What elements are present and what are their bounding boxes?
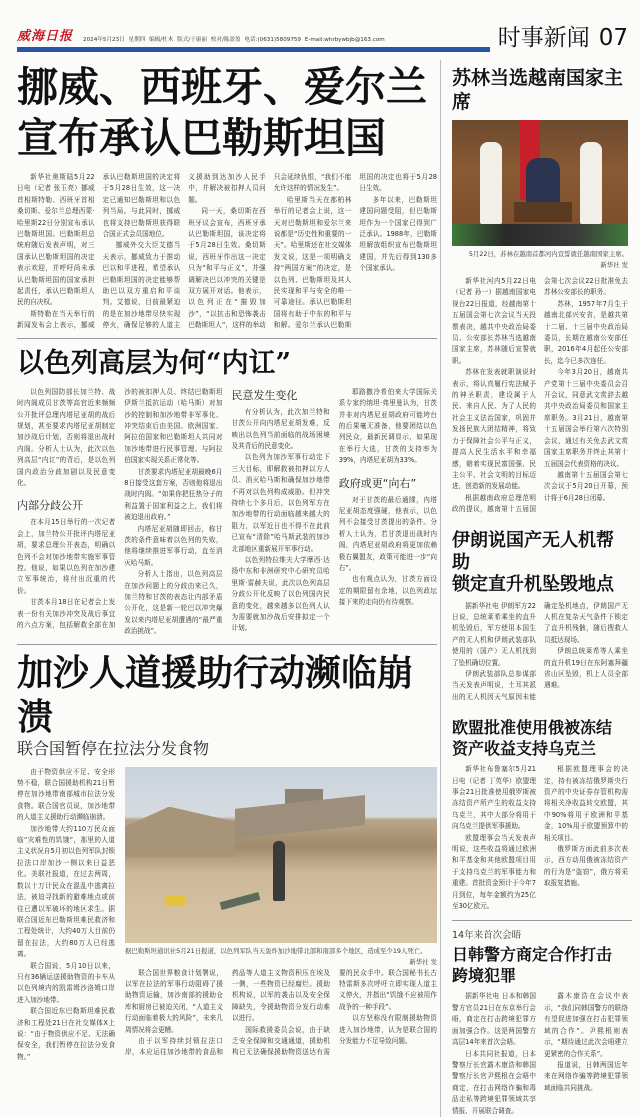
honor-guard-right [580, 142, 602, 224]
headline-line: 跨境犯罪 [452, 966, 517, 986]
masthead-left [17, 25, 490, 52]
honor-guard-left [480, 142, 502, 224]
gaza-right-block [125, 767, 437, 1064]
kicker-japan-korea: 14年来首次会晤 [452, 930, 522, 942]
article-paragraph: 联合国近东巴勒斯坦难民救济和工程处21日在社交媒体X上说：“由于物资供应不足、无法确保安全，我们暂停在拉法分发食物。” [17, 1007, 115, 1061]
article-paragraph: 由于物资供应不足、安全形势不稳，联合国援助机构21日暂停在加沙地带南部城市拉法分发食物。联合国官员说，加沙地带的人道主义援助行动濒临崩溃。 [17, 767, 115, 822]
article-paragraph: 报道说，日韩两国近年来在网络诈骗等跨境犯罪领域面临共同挑战。 [544, 1060, 628, 1092]
masthead-bar [17, 47, 490, 52]
headline-line: 欧盟批准使用俄被冻结 [452, 718, 613, 738]
divider [17, 644, 437, 645]
article-subheading: 民意发生变化 [231, 388, 298, 402]
article-body-israel [17, 387, 437, 638]
audience [452, 224, 628, 246]
article-paragraph: 有分析认为，此次加兰特和甘茨公开向内塔尼亚胡发难，反映出以色列当前面临的战场困境及其背后的民意变化。 [231, 407, 330, 450]
debris [220, 892, 261, 910]
article-paragraph: 以色列国防部长加兰特、战时内阁成员甘茨等高官近来频频公开批评总理内塔尼亚胡的战后规划，甚至要求内塔尼亚胡制定加沙战后计划，否则将退出战时内阁。分析人士认为，此次以色列高层“内讧”的背后，是以色列国内政治分歧加剧以及民意变化。 [17, 387, 116, 487]
vietnam-president-photo [452, 120, 628, 246]
article-paragraph: 对于甘茨的最后通牒，内塔尼亚胡态度强硬，他表示，以色列不会接受甘茨提出的条件。分析人士认为，若甘茨退出战时内阁，内塔尼亚胡政府将更加依赖极右翼盟友，政策可能进一步“向右”。 [338, 495, 437, 572]
headline-line: 挪威、西班牙、爱尔兰 [17, 63, 427, 111]
article-paragraph: 欧盟理事会当天发表声明说，这些收益将通过欧洲和平基金和其他欧盟项目用于支持乌克兰的军事能力和重建。首批资金预计于今年7月到位，每年金额约为25亿至30亿欧元。 [452, 833, 536, 911]
email: E-mail:whrbywbjb@163.com [304, 37, 385, 43]
headline-iran [452, 530, 630, 596]
article-paragraph: 新华社河内5月22日电（记者 孙一）据越南国家电视台22日报道，经越南第十五届国会第七次会议当天投票表决，越共中央政治局委员、公安部长苏林当选越南国家主席，苏林随后宣誓就职。 [452, 277, 536, 365]
headline-vietnam: 苏林当选越南国家主席 [452, 67, 624, 113]
article-paragraph: 根据欧盟理事会的决定，持有被冻结俄罗斯央行资产的中央证券存管机构需将相关净收益转交欧盟，其中90%将用于欧洲和平基金，10%用于欧盟预算中的相关项目。 [544, 765, 628, 842]
main-column [17, 60, 437, 1063]
issue-date: 2024年5月23日 [83, 37, 125, 43]
headline-japan-korea [452, 944, 630, 986]
article-paragraph: 以方坚称没有限制援助物资进入加沙地带，认为是联合国的分发能力不足导致问题。 [339, 1014, 437, 1046]
headline-line: 锁定直升机坠毁地点 [452, 573, 614, 595]
headline-line: 伊朗说国产无人机帮助 [452, 529, 614, 573]
headline-israel: 以色列高层为何“内讧” [17, 347, 292, 379]
issue-info [83, 36, 490, 44]
article-paragraph: 俄罗斯方面此前多次表示，西方动用俄被冻结资产的行为是“盗窃”，俄方将采取报复措施。 [544, 845, 628, 888]
article-paragraph: 分析人士指出，以色列高层在加沙问题上的分歧由来已久，加兰特和甘茨的表态让内部矛盾公开化，这是新一轮巴以冲突爆发以来内塔尼亚胡遭遇的“最严重政治挑战”。 [124, 570, 223, 636]
person-figure [273, 841, 285, 901]
article-paragraph: 伊朗武装部队总参谋部当天发表声明说，土耳其派出的无人机因天气原因未能确定坠机地点，伊朗国产无人机在复杂天气条件下锁定了直升机残骸，随后搜救人员抵达现场。 [452, 601, 628, 701]
page-number: 07 [598, 25, 628, 51]
headline-line: 宣布承认巴勒斯坦国 [17, 114, 386, 162]
article-paragraph: 国际救援委员会说，由于缺乏安全保障和交通通道，援助机构已无法确保援助物资送达有需要的民众手中。联合国秘书长古特雷斯多次呼吁立即实现人道主义停火，并指出“饥饿不应被用作战争的一种手段”。 [232, 968, 437, 1057]
article-paragraph: 伊朗总统莱希等人乘坐的直升机19日在东阿塞拜疆省山区坠毁，机上人员全部遇难。 [544, 647, 628, 690]
gaza-photo-caption [125, 946, 437, 966]
article-paragraph: 也有观点认为，甘茨方面设定的期限留有余地，以色列政坛接下来的走向仍有待观察。 [338, 575, 437, 607]
headline-palestine-recognition [17, 62, 437, 164]
side-column [440, 60, 630, 1117]
article-paragraph: 以色列特拉维夫大学摩西·达扬中东和非洲研究中心研究员哈里斯·雷赫夫说，此次以色列高层分歧公开化反映了以色列国内民意的变化，越来越多以色列人认为需要就加沙战后安排拟定一个计划。 [231, 555, 330, 633]
article-paragraph: 新华社奥斯陆5月22日电（记者 张玉亮）挪威首相斯特勒、西班牙首相桑切斯、爱尔兰总理西蒙·哈里斯22日分别宣布承认巴勒斯坦国。巴勒斯坦总统府随后发表声明，对三国承认巴勒斯坦国的决定表示欢迎，并呼吁尚未承认巴勒斯坦国的国家承担起责任，承认巴勒斯坦人民的自决权。 [17, 173, 95, 307]
article-paragraph: 斯特勒在当天举行的新闻发布会上表示，挪威承认巴勒斯坦国的决定将于5月28日生效，这一决定已通知巴勒斯坦和以色列当局。与此同时，挪威也将支持巴勒斯坦获得联合国正式会员国地位。 [17, 173, 181, 330]
article-paragraph: 苏林，1957年7月生于越南北部兴安省，是越共第十二届、十三届中央政治局委员，长期在越南公安部任职，2016年4月起任公安部长，迄今已多次连任。 [544, 299, 628, 365]
divider [17, 338, 437, 339]
issue-weekday: 星期四 [128, 37, 146, 43]
podium [514, 202, 572, 222]
article-paragraph: 同一天，桑切斯在西班牙议会宣布，西班牙承认巴勒斯坦国，该决定将于5月28日生效。桑切斯说，西班牙作出这一决定只为“和平与正义”，并强调解决巴以冲突的关键是双方展开对话。他表示，以色列正在“摧毁加沙”，“以抗击和恐怖袭击巴勒斯坦人”，这样的举动只会延续仇恨，“我们不能允许这样的情况发生”。 [188, 173, 352, 330]
article-paragraph: 耶路撒冷希伯来大学国际关系专家约纳坦·弗里曼认为，甘茨并非对内塔尼亚胡政府可能垮台的后果毫无准备，他要团结以色列民众，最新民调显示，如果现在举行大选，甘茨的支持率为39%，内塔尼亚胡为33%。 [338, 387, 437, 465]
article-paragraph: 哈里斯当天在都柏林举行的记者会上说，这一天对巴勒斯坦和爱尔兰来说都是“历史性和重要的一天”。哈里斯还在社交媒体发文说，这是一项明确支持“两国方案”的决定，是以色列、巴勒斯坦及其人民实现和平与安全的唯一可靠途径。承认巴勒斯坦国将有助于中东的和平与和解。爱尔兰承认巴勒斯坦国的决定也将于5月28日生效。 [273, 173, 437, 330]
subheadline-gaza: 联合国暂停在拉法分发食物 [17, 738, 210, 758]
gaza-rubble-photo [125, 767, 437, 943]
article-paragraph: 内塔尼亚胡随即回击，称甘茨的条件意味着以色列的失败，他将继续推进军事行动，直至消灭哈马斯。 [124, 524, 223, 567]
article-paragraph: 联合国世界粮食计划署说，以军在拉法的军事行动阻碍了援助物资运输，加沙南部的援助仓库和厨房已被迫关闭，“人道主义行动面临着极大的风险”，未来几周情况将会更糟。 [125, 968, 223, 1034]
article-paragraph: 越南第十五届国会第七次会议于5月20日开幕，预计将于6月28日闭幕。 [544, 470, 628, 502]
layout-editor: 版式/于康丽 [177, 37, 207, 43]
article-paragraph: 苏林在发表就职演说时表示，将认真履行宪法赋予的神圣职责，建设属于人民、来自人民、为了人民的社会主义法治国家，巩固并发扬民族大团结精神，将致力于保障社会公平与正义，提高人民生活水平和幸福感，朝着实现民富国强、民主公平、社会文明的目标迈进，创造新的发展动能。 [452, 368, 536, 491]
masthead [17, 22, 628, 52]
rubble-pile [125, 807, 235, 857]
article-paragraph: 甘茨要求内塔尼亚胡最晚6月8日接受这套方案，否则他将退出战时内阁。“如果你把狂热分子的利益置于国家利益之上，我们将被迫退出政府。” [124, 467, 223, 522]
article-paragraph: 由于以军持续封锁拉法口岸，本应运往加沙地带的食品和药品等人道主义物资积压在埃及一侧，一些物资已经腐烂。援助机构说，以军的袭击以及安全保障缺失，令援助物资分发行动难以进行。 [125, 968, 330, 1057]
article-paragraph: 甘茨本月18日在记者会上发表一份有关加沙冲突及战后事宜的六点方案，包括解救全部在加沙的被扣押人员、终结巴勒斯坦伊斯兰抵抗运动（哈马斯）对加沙的控制和加沙地带非军事化、冲突结束后由美国、欧洲国家、阿拉伯国家和巴勒斯坦人共同对加沙地带进行民事管理、与阿拉伯国家实现关系正常化等。 [17, 387, 223, 629]
proofreader: 校对/陈盈盈 [210, 37, 241, 43]
section-title [498, 24, 628, 52]
article-body-vietnam [452, 276, 628, 516]
article-paragraph: 联合国说，5月10日以来，只有36辆运送援助物资的卡车从以色列境内的凯雷姆沙洛姆口岸进入加沙地带。 [17, 961, 115, 1004]
article-paragraph: 新华社布鲁塞尔5月21日电（记者 丁英华）欧盟理事会21日批准使用俄罗斯被冻结资产所产生的收益支持乌克兰，其中大部分将用于向乌克兰提供军事援助。 [452, 765, 536, 831]
caption-text: 5月22日，苏林在越南首都河内宣誓就任越南国家主席。 [468, 250, 628, 258]
president-figure [526, 158, 560, 202]
article-paragraph: 今年3月20日，越南共产党第十三届中央委员会召开会议，同意武文赏辞去越共中央政治局委员和国家主席职务。3月21日，越南第十五届国会举行第六次特别会议，通过有关免去武文赏国家主席职务并终止其第十五届国会代表资格的决议。 [544, 368, 628, 468]
editor: 编辑/杜木 [149, 37, 174, 43]
phone: 电话:(0631)5809759 [244, 37, 301, 43]
headline-line: 资产收益支持乌克兰 [452, 739, 597, 759]
article-gaza [17, 767, 437, 1064]
section-name: 时事新闻 [497, 25, 590, 51]
article-subheading: 内部分歧公开 [17, 499, 83, 513]
debris [165, 895, 185, 905]
article-body-iran [452, 601, 628, 704]
caption-text: 据巴勒斯坦通讯社5月21日报道，以色列军队当天轰炸加沙地带北部和南部多个地区，造成至少19人死亡。 [125, 946, 427, 955]
article-paragraph: 据新华社电 日本和韩国警方官员21日在东京举行会晤，商定在打击跨境犯罪方面加强合作。这是两国警方高层14年来首次会晤。 [452, 992, 536, 1047]
article-paragraph: 露木康浩在会议中表示，“我们同韩国警方的联络有望促进加强在打击犯罪领域的合作”。尹熙根则表示，“期待通过此次会晤建立更紧密的合作关系”。 [544, 992, 628, 1058]
article-paragraph: 日本共同社报道，日本警察厅长官露木康浩和韩国警察厅长官尹熙根在会晤中商定，在打击网络诈骗和毒品走私等跨境犯罪领域共享情报、开展联合调查。 [452, 1049, 536, 1115]
headline-gaza: 加沙人道援助行动濒临崩溃 [17, 651, 414, 738]
article-body-eu [452, 764, 628, 912]
masthead-top-row [17, 25, 490, 44]
headline-eu [452, 717, 630, 759]
gaza-column-left [17, 767, 115, 1064]
collapsed-roof [235, 795, 365, 839]
article-paragraph: 以色列为加沙军事行动定下三大目标，即解救被扣押以方人员、消灭哈马斯和确保加沙地带不再对以色列构成威胁。但冲突持续七个多月后，以色列军方在加沙地带的行动面临越来越大的阻力，以军近日也不得不在此前已宣布“清除”哈马斯武装的加沙北部地区重新展开军事行动。 [231, 453, 330, 553]
article-paragraph: 据新华社电 伊朗军方22日说，总统莱希乘坐的直升机坠毁后，军方使用本国生产的无人机和伊朗武装部队使用的（国产）无人机找到了坠机确切位置。 [452, 601, 536, 667]
article-paragraph: 在本月15日举行的一次记者会上，加兰特公开批评内塔尼亚胡，要求总理公开表态，明确以色列不会对加沙地带实施军事管控。他说，如果以色列在加沙建立军事统治，将付出沉重的代价。 [17, 518, 116, 595]
gaza-columns-below-photo [125, 968, 437, 1059]
article-body-palestine [17, 172, 437, 332]
article-body-japan-korea [452, 991, 628, 1116]
article-paragraph: 挪威外交大臣艾德当天表示，挪威致力于推动巴以和平进程，希望承认巴勒斯坦国的决定能够帮助巴以双方重启和平谈判。艾德说，目前最紧迫的是在加沙地带尽快实现停火，确保足够的人道主义援助到达加沙人民手中，并解决被扣押人员问题。 [102, 173, 266, 330]
headline-line: 日韩警方商定合作打击 [452, 945, 613, 965]
vietnam-photo-caption [452, 249, 628, 271]
article-paragraph: 多年以来，巴勒斯坦建国问题受阻，但巴勒斯坦作为一个国家已得到广泛承认。1988年，巴勒斯坦解放组织宣布巴勒斯坦建国，并先后得到130多个国家承认。 [359, 195, 437, 273]
newspaper-logo: 威海日报 [17, 29, 74, 44]
article-paragraph: 加沙地带大约110万民众面临“灾难性的饥饿”，那里的人道主义状况自5月初以色列军队封锁拉法口岸加沙一侧以来日益恶化。美联社报道，在过去两周，数以十万计民众在混乱中逃离拉法，被迫寻找新的避难地点或前往已遭以军破坏的地区求生。据联合国近东巴勒斯坦难民救济和工程处统计，大约40万人目前仍留在拉法，大约80万人已经逃离。 [17, 824, 115, 959]
photo-credit: 新华社 发 [600, 261, 628, 269]
divider [452, 920, 632, 921]
photo-credit: 新华社 发 [409, 957, 437, 966]
article-paragraph: 根据越南政府总理范明政的提议，越南第十五届国会第七次会议22日批准免去苏林公安部长的职务。 [452, 277, 628, 514]
article-subheading: 政府或更“向右” [338, 476, 417, 490]
